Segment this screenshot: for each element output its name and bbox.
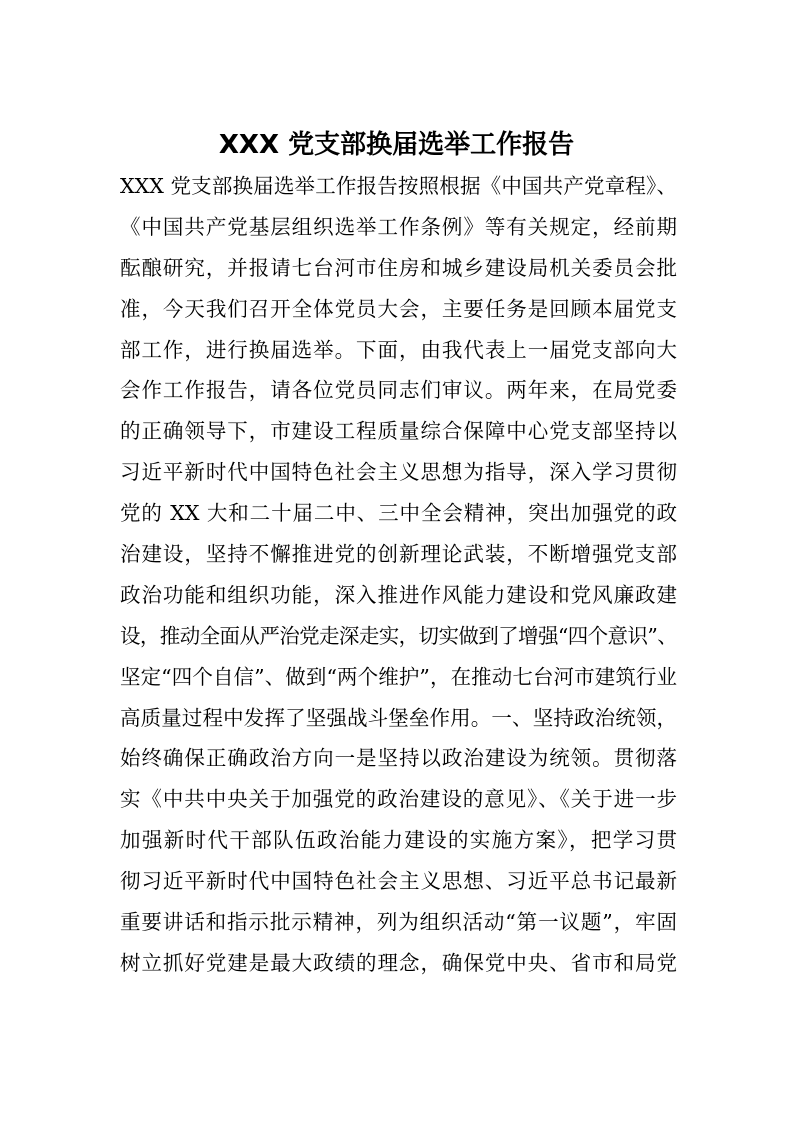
document-title: XXX 党支部换届选举工作报告 (218, 130, 575, 160)
body-line: XXX 党支部换届选举工作报告按照根据《中国共产党章程》、 (120, 174, 677, 198)
body-line: 准，今天我们召开全体党员大会，主要任务是回顾本届党支 (120, 296, 677, 321)
body-line: 《中国共产党基层组织选举工作条例》等有关规定，经前期 (120, 214, 677, 239)
body-line: 设，推动全面从严治党走深走实，切实做到了增强“四个意识”、 (120, 623, 677, 648)
body-line: 习近平新时代中国特色社会主义思想为指导，深入学习贯彻 (120, 460, 677, 485)
document-body (120, 166, 677, 984)
body-line: 党的 XX 大和二十届二中、三中全会精神，突出加强党的政 (120, 501, 677, 526)
body-line: 重要讲话和指示批示精神，列为组织活动“第一议题”，牢固 (120, 910, 677, 935)
body-line: 会作工作报告，请各位党员同志们审议。两年来，在局党委 (120, 378, 677, 403)
body-line: 高质量过程中发挥了坚强战斗堡垒作用。一、坚持政治统领， (120, 705, 677, 730)
body-line: 政治功能和组织功能，深入推进作风能力建设和党风廉政建 (120, 582, 677, 607)
body-line: 部工作，进行换届选举。下面，由我代表上一届党支部向大 (120, 337, 677, 362)
body-line: 坚定“四个自信”、做到“两个维护”，在推动七台河市建筑行业 (120, 664, 677, 689)
body-line: 酝酿研究，并报请七台河市住房和城乡建设局机关委员会批 (120, 255, 677, 280)
body-line: 的正确领导下，市建设工程质量综合保障中心党支部坚持以 (120, 419, 677, 444)
body-line: 实《中共中央关于加强党的政治建设的意见》、《关于进一步 (120, 787, 677, 812)
body-line: 治建设，坚持不懈推进党的创新理论武装，不断增强党支部 (120, 542, 677, 567)
body-line: 加强新时代干部队伍政治能力建设的实施方案》，把学习贯 (120, 828, 677, 853)
body-line: 始终确保正确政治方向一是坚持以政治建设为统领。贯彻落 (120, 746, 677, 771)
body-line: 树立抓好党建是最大政绩的理念，确保党中央、省市和局党 (120, 950, 677, 975)
body-line: 彻习近平新时代中国特色社会主义思想、习近平总书记最新 (120, 869, 677, 894)
